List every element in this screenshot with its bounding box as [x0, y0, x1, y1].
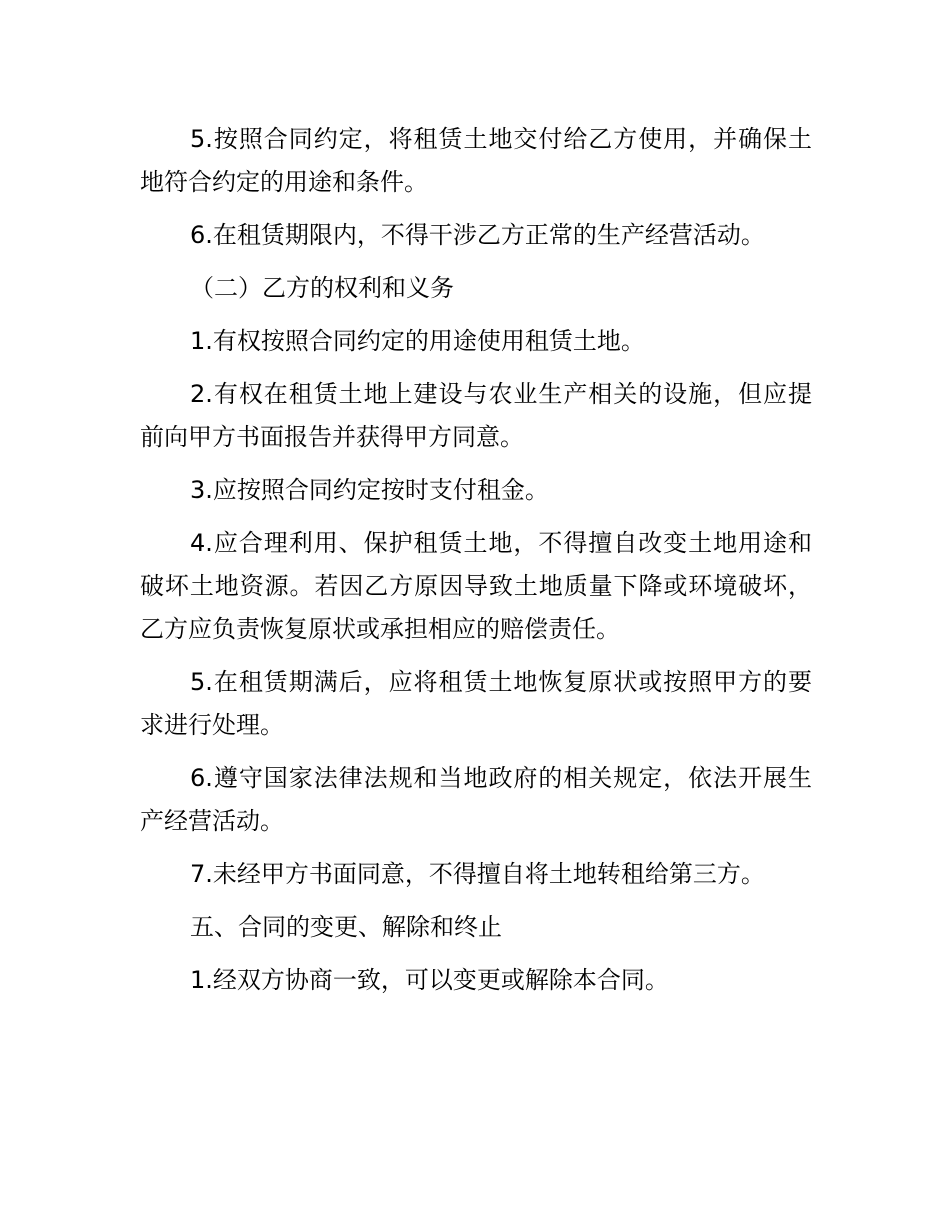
text-line: 地符合约定的用途和条件。 [140, 168, 428, 196]
paragraph [140, 757, 812, 843]
paragraph [140, 214, 812, 257]
text-line: 5.按照合同约定，将租赁土地交付给乙方使用，并确保土 [190, 125, 812, 153]
text-line: 7.未经甲方书面同意，不得擅自将土地转租给第三方。 [190, 860, 765, 888]
paragraph [140, 853, 812, 896]
paragraph [140, 522, 812, 651]
paragraph [140, 469, 812, 512]
paragraph [140, 906, 812, 949]
paragraph [140, 373, 812, 459]
paragraph [140, 661, 812, 747]
text-line: 乙方应负责恢复原状或承担相应的赔偿责任。 [140, 615, 620, 643]
document-page [140, 118, 812, 1012]
text-line: 破坏土地资源。若因乙方原因导致土地质量下降或环境破坏， [140, 572, 812, 600]
paragraph [140, 267, 812, 310]
text-line: 5.在租赁期满后，应将租赁土地恢复原状或按照甲方的要 [190, 668, 812, 696]
text-line: 1.有权按照合同约定的用途使用租赁土地。 [190, 327, 645, 355]
paragraph [140, 118, 812, 204]
text-line: 1.经双方协商一致，可以变更或解除本合同。 [190, 966, 669, 994]
text-line: 前向甲方书面报告并获得甲方同意。 [140, 423, 524, 451]
paragraph [140, 320, 812, 363]
text-line: 求进行处理。 [140, 711, 284, 739]
text-line: 3.应按照合同约定按时支付租金。 [190, 476, 549, 504]
text-line: 2.有权在租赁土地上建设与农业生产相关的设施，但应提 [190, 380, 812, 408]
text-line: 6.在租赁期限内，不得干涉乙方正常的生产经营活动。 [190, 221, 765, 249]
text-line: 五、合同的变更、解除和终止 [190, 913, 502, 941]
text-line: （二）乙方的权利和义务 [190, 274, 454, 302]
text-line: 6.遵守国家法律法规和当地政府的相关规定，依法开展生 [190, 764, 812, 792]
text-line: 4.应合理利用、保护租赁土地，不得擅自改变土地用途和 [190, 529, 812, 557]
text-line: 产经营活动。 [140, 807, 284, 835]
paragraph [140, 959, 812, 1002]
